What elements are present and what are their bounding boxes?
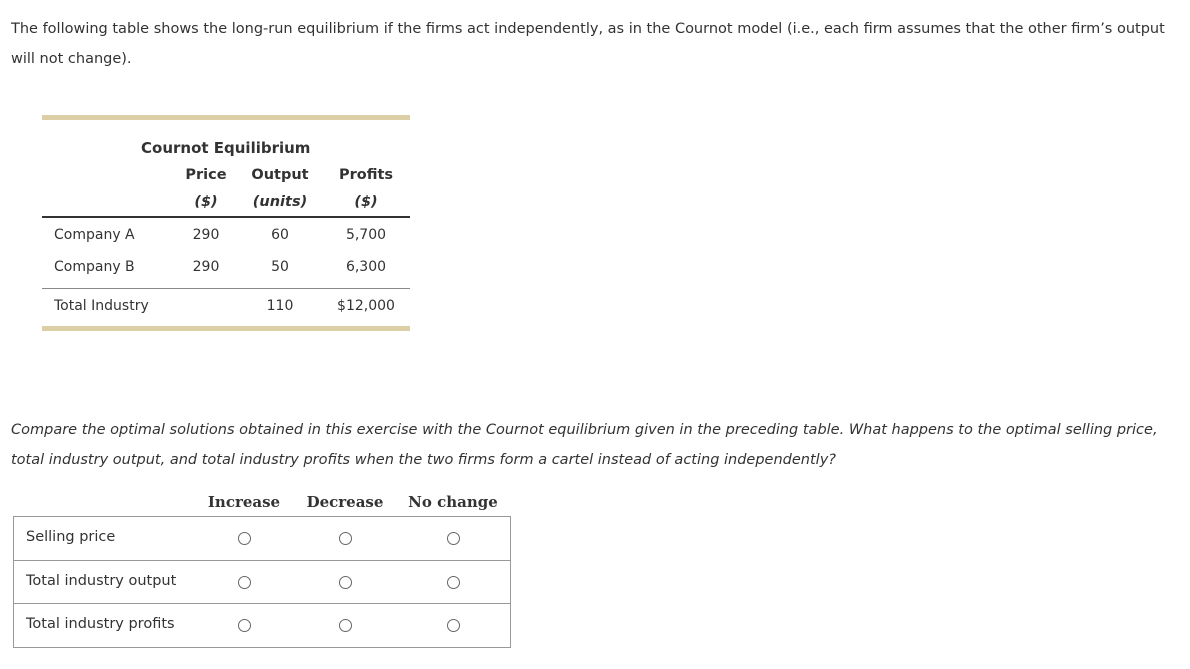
company-a-profits: 5,700 [345, 227, 387, 243]
selling-price-no-change-radio[interactable] [447, 532, 460, 545]
col-unit-price: ($) [194, 194, 218, 210]
company-b-price: 290 [192, 259, 220, 275]
selling-price-decrease-radio[interactable] [339, 532, 352, 545]
cournot-table-title: Cournot Equilibrium [141, 139, 311, 157]
row-label-company-a: Company A [54, 227, 135, 243]
col-header-price: Price [185, 167, 227, 183]
total-profits: $12,000 [337, 298, 395, 314]
col-header-output: Output [251, 167, 309, 183]
answer-row-total-industry-output [14, 560, 510, 604]
col-header-profits: Profits [338, 167, 394, 183]
row-label-company-b: Company B [54, 259, 135, 275]
selling-price-increase-radio[interactable] [238, 532, 251, 545]
intro-paragraph: The following table shows the long-run equilibrium if the firms act independently, as in the Cournot model (i.e., each firm assumes that the other firm’s output will not change). [11, 21, 1165, 67]
cournot-table [42, 115, 410, 331]
output-decrease-radio[interactable] [339, 576, 352, 589]
option-header-increase: Increase [207, 493, 281, 511]
company-a-output: 60 [271, 227, 289, 243]
answer-row-label: Selling price [26, 529, 116, 545]
profits-increase-radio[interactable] [238, 619, 251, 632]
output-increase-radio[interactable] [238, 576, 251, 589]
answer-row-selling-price [14, 517, 510, 560]
row-label-total-industry: Total Industry [54, 298, 149, 314]
total-output: 110 [266, 298, 294, 314]
answer-row-label: Total industry profits [26, 616, 175, 632]
col-unit-profits: ($) [354, 194, 378, 210]
company-a-price: 290 [192, 227, 220, 243]
answer-grid [13, 516, 511, 648]
profits-no-change-radio[interactable] [447, 619, 460, 632]
option-header-no-change: No change [408, 493, 498, 511]
col-unit-output: (units) [252, 194, 308, 210]
total-rule [42, 288, 410, 289]
answer-table [13, 489, 511, 649]
company-b-output: 50 [271, 259, 289, 275]
answer-row-total-industry-profits [14, 603, 510, 647]
header-rule [42, 216, 410, 218]
profits-decrease-radio[interactable] [339, 619, 352, 632]
answer-row-label: Total industry output [26, 573, 177, 589]
output-no-change-radio[interactable] [447, 576, 460, 589]
question-paragraph: Compare the optimal solutions obtained in this exercise with the Cournot equilibrium given in the preceding table. What happens to the optimal selling price, total industry output, and total industry profits when the two firms form a cartel instead of acting independently? [11, 422, 1158, 468]
option-header-decrease: Decrease [306, 493, 384, 511]
company-b-profits: 6,300 [345, 259, 387, 275]
